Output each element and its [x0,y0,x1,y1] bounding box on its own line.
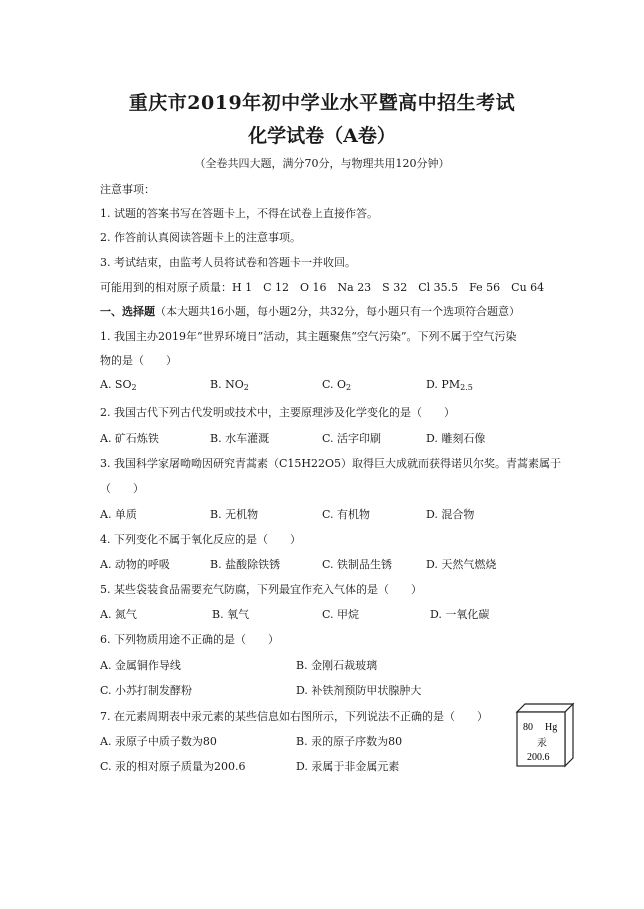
exam-subject-title: 化学试卷（A卷） [248,125,396,147]
element-name: 汞 [537,738,547,749]
option-c: C. 活字印刷 [322,432,382,445]
option-d: D. 天然气燃烧 [426,558,497,571]
section-description: （本大题共16小题，每小题2分，共32分，每小题只有一个选项符合题意） [155,305,520,318]
option-b: B. 金刚石裁玻璃 [296,659,378,672]
notice-heading: 注意事项： [100,183,155,196]
option-b: B. $NO_2$ [210,378,249,392]
section-header [100,303,520,319]
question-stem: 3. 我国科学家屠呦呦因研究青蒿素（C15H22O5）取得巨大成就而获得诺贝尔奖。青蒿素属于 [100,457,562,470]
element-symbol: Hg [545,722,558,733]
option-a: A. $SO_2$ [100,378,137,392]
option-a: A. 金属铜作导线 [100,659,181,672]
question-stem: 2. 我国古代下列古代发明或技术中，主要原理涉及化学变化的是（ ） [100,406,455,419]
atomic-masses-line: 可能用到的相对原子质量：H 1 C 12 O 16 Na 23 S 32 Cl 35.5 Fe 56 Cu 64 [100,281,545,294]
option-b: B. 氧气 [212,608,250,621]
option-c: C. $O_2$ [322,378,352,392]
question-stem: 7. 在元素周期表中汞元素的某些信息如右图所示，下列说法不正确的是（ ） [100,710,488,723]
notice-item: 2. 作答前认真阅读答题卡上的注意事项。 [100,231,301,244]
option-c: C. 汞的相对原子质量为200.6 [100,760,246,773]
option-d: D. 混合物 [426,508,475,521]
option-c: C. 铁制品生锈 [322,558,393,571]
section-label: 一、选择题 [100,305,155,318]
option-a: A. 单质 [100,508,137,521]
atomic-number: 80 [523,722,533,733]
option-c: C. 有机物 [322,508,371,521]
notice-item: 1. 试题的答案书写在答题卡上，不得在试卷上直接作答。 [100,207,378,220]
option-a: A. 动物的呼吸 [100,558,170,571]
option-b: B. 汞的原子序数为80 [296,735,403,748]
question-stem: 5. 某些袋装食品需要充气防腐，下列最宜作充入气体的是（ ） [100,583,422,596]
exam-title: 重庆市2019年初中学业水平暨高中招生考试 [128,92,516,114]
option-b: B. 水车灌溉 [210,432,270,445]
card-top-face [517,704,573,712]
exam-subtitle: （全卷共四大题，满分70分，与物理共用120分钟） [194,157,450,170]
option-d: D. 汞属于非金属元素 [296,760,400,773]
mercury-element-card [513,702,577,768]
option-b: B. 无机物 [210,508,259,521]
option-c: C. 甲烷 [322,608,360,621]
question-stem: 1. 我国主办2019年“世界环境日”活动，其主题聚焦“空气污染”。下列不属于空气污染 [100,330,517,343]
option-d: D. $PM_{2.5}$ [426,378,473,392]
option-a: A. 氮气 [100,608,137,621]
question-stem: 4. 下列变化不属于氧化反应的是（ ） [100,533,301,546]
card-side-face [565,704,573,766]
option-d: D. 补铁剂预防甲状腺肿大 [296,684,422,697]
question-stem: 物的是（ ） [100,354,177,367]
option-b: B. 盐酸除铁锈 [210,558,281,571]
option-d: D. 雕刻石像 [426,432,486,445]
question-stem: （ ） [100,482,144,495]
option-d: D. 一氧化碳 [430,608,490,621]
question-stem: 6. 下列物质用途不正确的是（ ） [100,633,279,646]
atomic-mass: 200.6 [527,752,550,763]
option-c: C. 小苏打制发酵粉 [100,684,193,697]
option-a: A. 矿石炼铁 [100,432,159,445]
notice-item: 3. 考试结束，由监考人员将试卷和答题卡一并收回。 [100,256,356,269]
option-a: A. 汞原子中质子数为80 [100,735,217,748]
